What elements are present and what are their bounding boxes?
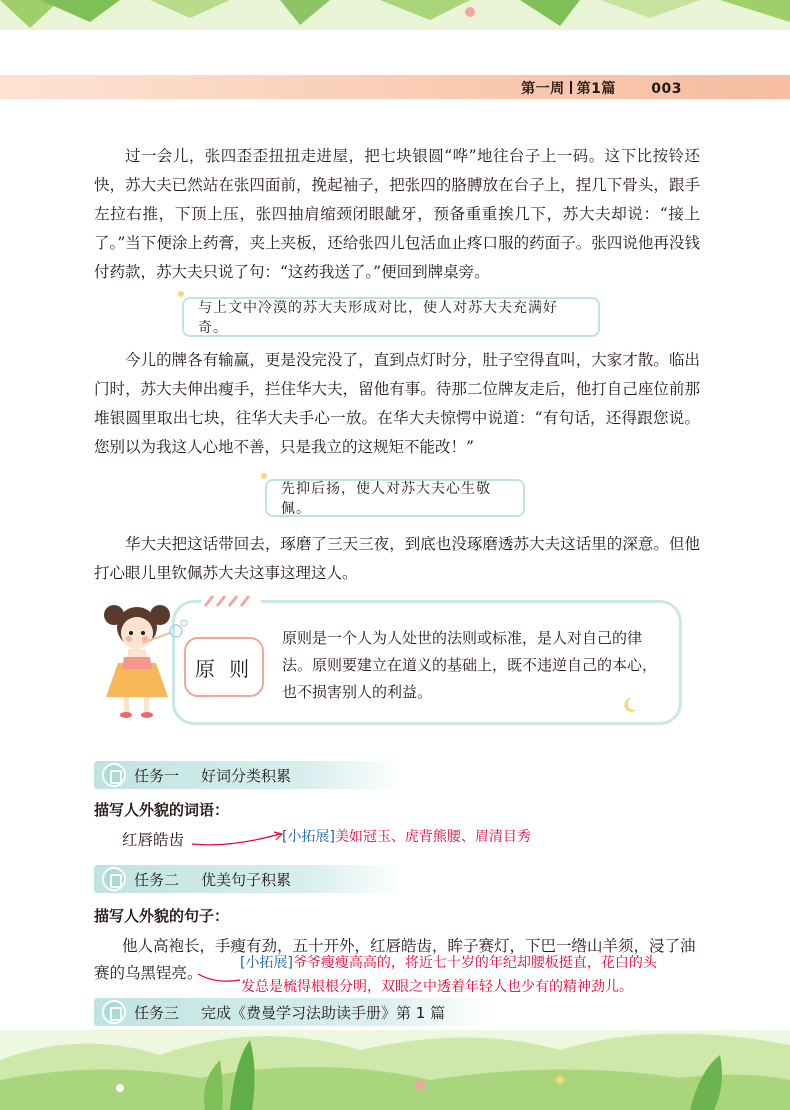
task-1-extension	[282, 826, 531, 846]
annotation-note-2-text: 先抑后扬，使人对苏大夫心生敬佩。	[281, 481, 491, 517]
header-article: 第1篇	[576, 81, 616, 97]
task-2-bar	[94, 865, 404, 893]
sparkle-icon	[178, 291, 184, 297]
task-1-heading: 描写人外貌的词语：	[94, 801, 230, 819]
task-1-word: 红唇皓齿	[122, 831, 185, 849]
headphone-icon	[102, 867, 126, 891]
arrow-icon	[196, 968, 246, 988]
header-bar	[0, 75, 790, 99]
task-3-label: 完成《费曼学习法助读手册》第 1 篇	[201, 1003, 446, 1022]
task-3-number: 任务三	[134, 1003, 180, 1022]
paragraph-3: 华大夫把这话带回去，琢磨了三天三夜，到底也没琢磨透苏大夫这话里的深意。但他打心眼儿里钦佩苏大夫这事这理这人。	[94, 535, 700, 582]
task-2-sentence-line-1: 他人高袍长，手瘦有劲，五十开外，红唇皓齿，眸子赛灯，下巴一绺山羊须，浸了油	[122, 937, 696, 955]
principle-text: 原则是一个人为人处世的法则或标准，是人对自己的律法。原则要建立在道义的基础上，既不违逆自己的本心，也不损害别人的利益。	[282, 629, 658, 701]
header-separator	[570, 81, 572, 94]
paragraph-2: 今儿的牌各有输赢，更是没完没了，直到点灯时分，肚子空得直叫，大家才散。临出门时，苏大夫伸出瘦手，拦住华大夫，留他有事。待那二位牌友走后，他打自己座位前那堆银圆里取出七块，往华大夫手心一放。在华大夫惊愕中说道：“有句话，还得跟您说。您别以为我这人心地不善，只是我立的这规矩不能改！”	[94, 351, 700, 456]
task-2-extension-line-2: 发总是梳得根根分明，双眼之中透着年轻人也少有的精神劲儿。	[241, 979, 633, 995]
task-2-heading: 描写人外貌的句子：	[94, 907, 230, 925]
stripe-decoration	[201, 594, 261, 608]
task-1-bar	[94, 761, 404, 789]
headphone-icon	[102, 763, 126, 787]
annotation-note-2	[265, 479, 525, 517]
girl-illustration	[96, 597, 191, 722]
extension-text: 美如冠玉、虎背熊腰、眉清目秀	[334, 829, 531, 845]
task-2-number: 任务二	[134, 870, 180, 889]
task-1-label: 好词分类积累	[201, 766, 292, 785]
task-2-extension-line-1	[240, 952, 657, 972]
extension-tag: [小拓展]	[240, 955, 293, 971]
paragraph-1: 过一会儿，张四歪歪扭扭走进屋，把七块银圆“哗”地往台子上一码。这下比按铃还快，苏大夫已然站在张四面前，挽起袖子，把张四的胳膊放在台子上，捏几下骨头，跟手左拉右推，下顶上压，张四抽肩缩颈闭眼龇牙，预备重重挨几下，苏大夫却说：“接上了。”当下便涂上药膏，夹上夹板，还给张四儿包活血止疼口服的药面子。张四说他再没钱付药款，苏大夫只说了句：“这药我送了。”便回到牌桌旁。	[94, 147, 700, 281]
extension-text-1: 爷爷瘦瘦高高的，将近七十岁的年纪却腰板挺直，花白的头	[292, 955, 657, 971]
sparkle-icon	[261, 473, 267, 479]
task-2-label: 优美句子积累	[201, 870, 292, 889]
annotation-note-1	[182, 297, 600, 337]
header-page-number: 003	[651, 81, 682, 97]
header-label	[521, 78, 682, 98]
header-week: 第一周	[521, 81, 565, 97]
task-1-number: 任务一	[134, 766, 180, 785]
extension-tag: [小拓展]	[282, 829, 335, 845]
annotation-note-1-text: 与上文中冷漠的苏大夫形成对比，使人对苏大夫充满好奇。	[198, 300, 558, 336]
top-leaf-decoration	[0, 0, 790, 30]
arrow-icon	[190, 826, 290, 850]
principle-title: 原 则	[184, 637, 264, 697]
task-2-sentence-line-2: 赛的乌黑锃亮。	[94, 964, 203, 982]
bottom-grass-decoration	[0, 1000, 790, 1110]
